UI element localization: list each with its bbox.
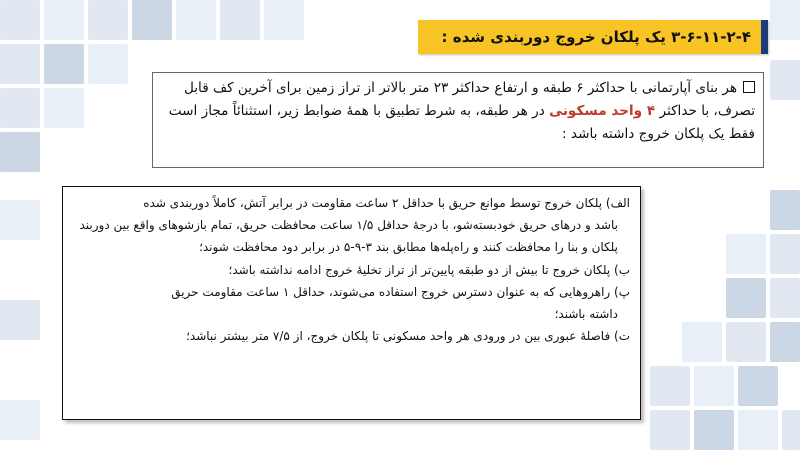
- section-heading-text: ۳-۶-۱۱-۲-۴ یک پلکان خروج دوربندی شده :: [441, 28, 751, 46]
- checkbox-bullet-icon: [743, 81, 755, 93]
- rule-te: [75, 325, 630, 347]
- intro-highlight: ۴ واحد مسکونی: [549, 103, 656, 119]
- intro-text-part2: در هر طبقه، به شرط تطبیق با همهٔ ضوابط زیر، استثنائاً مجاز است فقط یک پلکان خروج داشته باشد :: [168, 103, 755, 142]
- rule-pe: [75, 281, 630, 325]
- section-heading: [418, 20, 768, 54]
- rule-alef: [75, 192, 630, 259]
- rule-be: [75, 259, 630, 281]
- rule-te-text: ت) فاصلهٔ عبوری بین در ورودی هر واحد مسکونی تا پلکان خروج، از ۷/۵ متر بیشتر نباشد؛: [186, 329, 630, 344]
- rule-be-text: ب) پلکان خروج تا بیش از دو طبقه پایین‌تر از تراز تخلیهٔ خروج ادامه نداشته باشد؛: [228, 262, 630, 277]
- rule-pe-text: پ) راهروهایی که به عنوان دسترس خروج استفاده می‌شوند، حداقل ۱ ساعت مقاومت حریق: [171, 284, 630, 299]
- intro-text-part1: هر بنای آپارتمانی با حداکثر ۶ طبقه و ارتفاع حداکثر ۲۳ متر بالاتر از تراز زمین برای آخرین کف قابل تصرف، با حداکثر: [183, 80, 755, 119]
- rules-box: [62, 186, 641, 420]
- intro-paragraph-box: [152, 72, 764, 168]
- rule-alef-continuation: باشد و درهای حریق خودبسته‌شو، با درجهٔ حداقل ۱/۵ ساعت محافظت حریق، تمام بازشوهای واقع بین دوربند پلکان و بنا را محافظت کنند و راه‌پله‌ها مطابق بند ۳-۹-۵ در برابر دود محافظت شوند؛: [79, 218, 618, 255]
- rule-pe-continuation: داشته باشند؛: [554, 307, 618, 322]
- rule-alef-text: الف) پلکان خروج توسط موانع حریق با حداقل ۲ ساعت مقاومت در برابر آتش، کاملاً دوربندی شده: [143, 196, 630, 210]
